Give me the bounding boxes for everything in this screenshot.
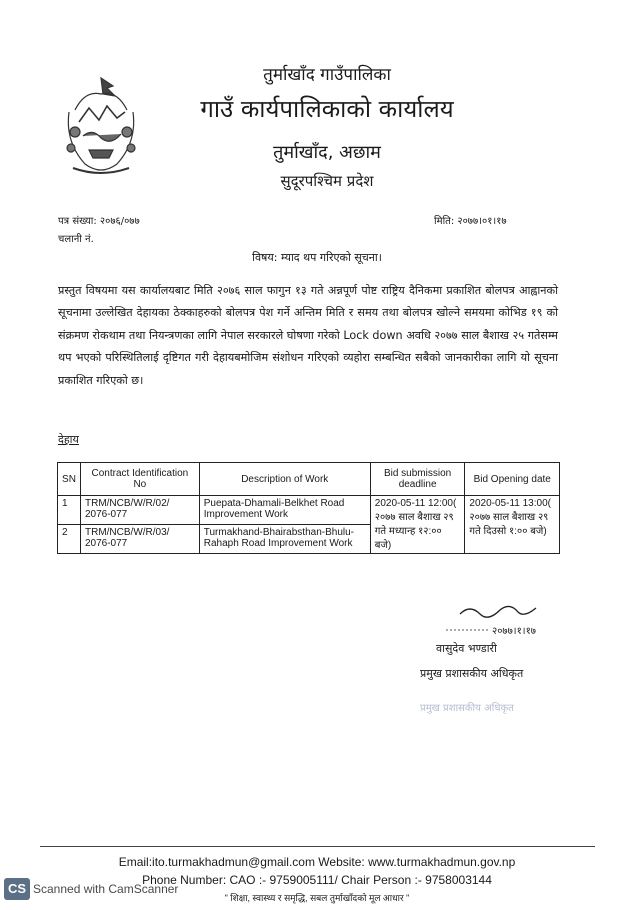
row-contract-id: TRM/NCB/W/R/02/ 2076-077 (80, 496, 199, 525)
letter-number: पत्र संख्या: २०७६/०७७ (58, 216, 140, 227)
header-description: Description of Work (199, 463, 370, 496)
footer-divider (40, 846, 595, 847)
row-description: Turmakhand-Bhairabsthan-Bhulu-Rahaph Road Improvement Work (199, 525, 370, 554)
row-opening-date: 2020-05-11 13:00( २०७७ साल बैशाख २९ गते दिउसो १:०० बजे) (465, 496, 560, 554)
camscanner-watermark: Scanned with CamScanner (33, 882, 179, 896)
office-location: तुर्माखाँद, अछाम (273, 142, 381, 163)
signatory-name: वासुदेव भण्डारी (436, 642, 497, 655)
header-contract-id: Contract Identification No (80, 463, 199, 496)
table-row (58, 496, 560, 525)
footer-phones: Phone Number: CAO :- 9759005111/ Chair Person :- 9758003144 (142, 873, 492, 887)
footer-contact: Email:ito.turmakhadmun@gmail.com Website: www.turmakhadmun.gov.np (118, 855, 516, 869)
header-submission: Bid submission deadline (370, 463, 465, 496)
signatory-title: प्रमुख प्रशासकीय अधिकृत (420, 667, 524, 680)
row-submission-deadline: 2020-05-11 12:00( २०७७ साल बैशाख २९ गते मध्यान्ह १२:०० बजे) (370, 496, 465, 554)
contracts-table (57, 462, 560, 554)
row-sn: 1 (58, 496, 81, 525)
row-description: Puepata-Dhamali-Belkhet Road Improvement Work (199, 496, 370, 525)
header-opening: Bid Opening date (465, 463, 560, 496)
row-contract-id: TRM/NCB/W/R/03/ 2076-077 (80, 525, 199, 554)
notice-body: प्रस्तुत विषयमा यस कार्यालयबाट मिति २०७६ साल फागुन १३ गते अन्नपूर्ण पोष्ट राष्ट्रिय दैनिकमा प्रकाशित बोलपत्र आह्वानको सूचनामा उल्लेखित देहायका ठेक्काहरुको बोलपत्र पेश गर्ने अन्तिम मिति र समय तथा बोलपत्र खोल्ने समयमा कोभिड १९ को संक्रमण रोकथाम तथा नियन्त्रणका लागि नेपाल सरकारले घोषणा गरेको Lock down अवधि २०७७ साल बैशाख २५ गतेसम्म थप भएको परिस्थितिलाई दृष्टिगत गरी देहायबमोजिम संशोधन गरिएको व्यहोरा सम्बन्धित सबैको जानकारीका लागि यो सूचना प्रकाशित गरिएको छ। (58, 284, 558, 387)
province-name: सुदूरपश्चिम प्रदेश (280, 172, 374, 190)
letter-date: मिति: २०७७।०१।१७ (434, 216, 507, 227)
svg-text:२०७७।१।१७: २०७७।१।१७ (492, 626, 536, 637)
signature-scribble (440, 600, 555, 642)
schedule-label: देहाय (58, 433, 79, 446)
table-header-row (58, 463, 560, 496)
header-sn: SN (58, 463, 81, 496)
municipality-name: तुर्माखाँद गाउँपालिका (263, 65, 391, 85)
office-name: गाउँ कार्यपालिकाको कार्यालय (200, 95, 454, 123)
notice-subject: विषय: म्याद थप गरिएको सूचना। (252, 251, 382, 264)
footer-motto: " शिक्षा, स्वास्थ्य र समृद्धि, सबल तुर्माखाँदको मूल आधार " (224, 893, 410, 903)
row-sn: 2 (58, 525, 81, 554)
dispatch-number: चलानी नं. (58, 234, 94, 245)
camscanner-logo: CS (4, 878, 30, 900)
office-stamp: प्रमुख प्रशासकीय अधिकृत (420, 703, 514, 714)
